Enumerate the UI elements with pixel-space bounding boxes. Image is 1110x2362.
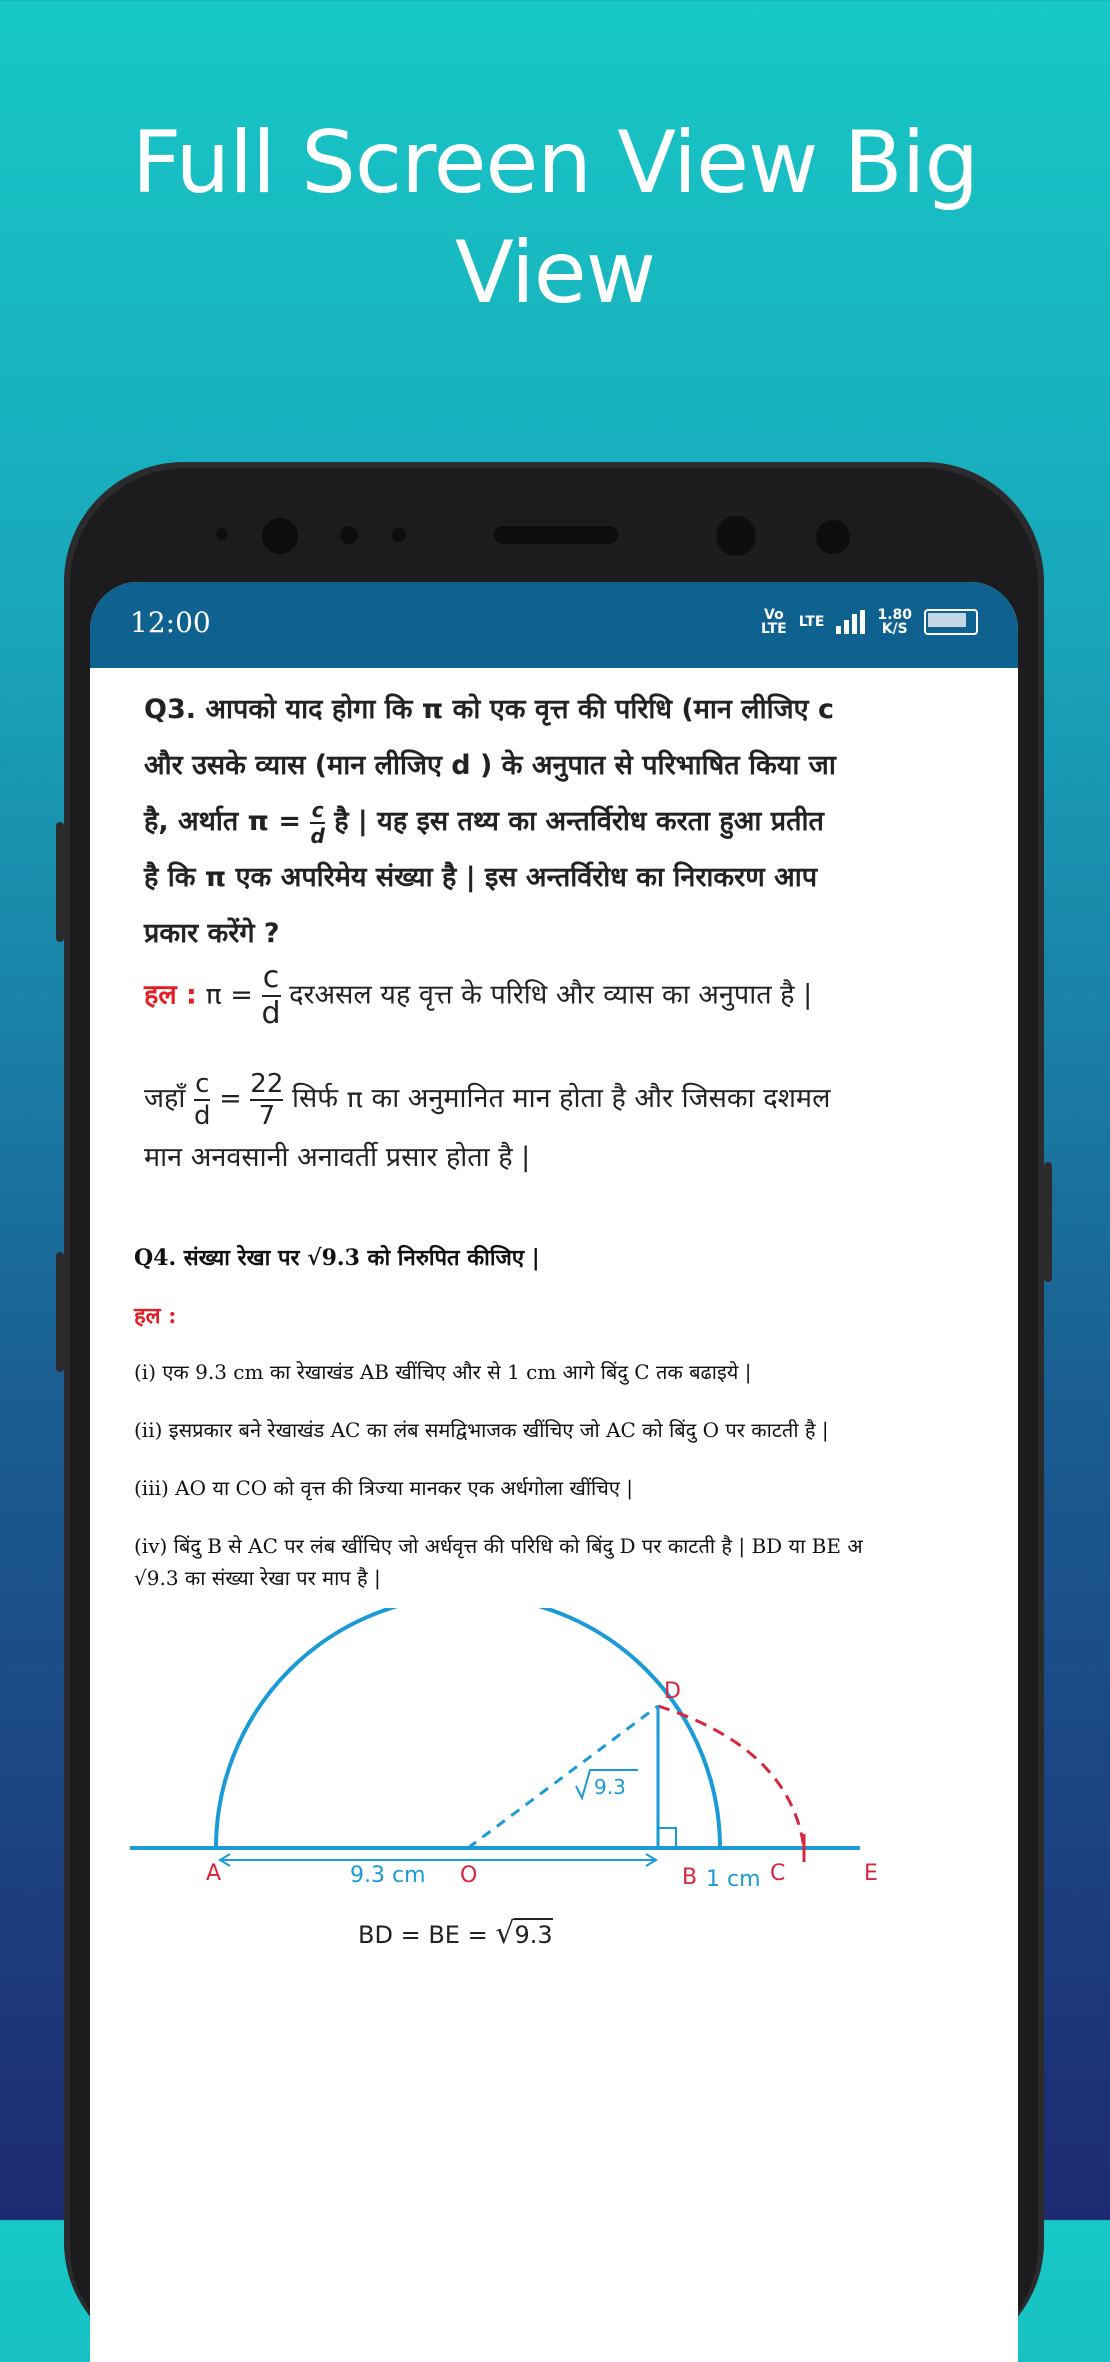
solution-line-1 <box>144 960 813 1031</box>
q3-line: प्रकार करेंगे ? <box>144 918 280 949</box>
q3-line: है कि π एक अपरिमेय संख्या है | इस अन्तर्विरोध का निराकरण आप <box>144 862 818 893</box>
equation-root-value: 9.3 <box>514 1918 552 1949</box>
q4-solution-label: हल : <box>134 1303 177 1329</box>
signal-icon <box>836 610 865 634</box>
fraction-numerator: c <box>195 1068 210 1099</box>
solution-label: हल : <box>144 979 197 1011</box>
status-icons <box>761 608 978 636</box>
volte-top: Vo <box>764 607 784 623</box>
solution-text: सिर्फ π का अनुमानित मान होता है और जिसका दशमल <box>291 1083 831 1114</box>
label-d: D <box>664 1679 681 1704</box>
phone-frame <box>64 462 1044 2362</box>
fraction-denominator: 7 <box>258 1100 276 1131</box>
phone-screen <box>90 582 1018 2362</box>
volume-button <box>56 822 64 942</box>
root-value: 9.3 <box>594 1775 626 1799</box>
headline-line-2: View <box>454 223 656 323</box>
fraction <box>310 797 325 848</box>
fraction-denominator: d <box>193 1100 211 1131</box>
earpiece-speaker <box>494 526 618 544</box>
status-bar <box>90 582 1018 668</box>
fraction-denominator: d <box>261 996 281 1031</box>
right-angle-mark <box>658 1828 676 1848</box>
sensor-camera-icon <box>816 520 850 554</box>
q4-step-2: (ii) इसप्रकार बने रेखाखंड AC का लंब समद्विभाजक खींचिए जो AC को बिंदु O पर काटती है | <box>134 1418 829 1442</box>
label-b: B <box>682 1865 698 1890</box>
sensor-dot <box>392 528 406 542</box>
label-e: E <box>864 1861 878 1886</box>
length-ab-label: 9.3 cm <box>350 1863 426 1888</box>
equals-sign: = <box>219 1083 242 1114</box>
q4-step-3: (iii) AO या CO को वृत्त की त्रिज्या मानकर एक अर्धगोला खींचिए | <box>134 1476 634 1500</box>
fraction <box>193 1068 211 1131</box>
solution-line-2 <box>144 1070 830 1187</box>
question-4-title: Q4. संख्या रेखा पर √9.3 को निरुपित कीजिए | <box>134 1245 540 1271</box>
label-a: A <box>206 1861 222 1886</box>
power-button-left <box>56 1252 64 1372</box>
lte-label: LTE <box>798 614 825 630</box>
dashed-arc-de <box>658 1706 804 1848</box>
root-sign: √ <box>495 1916 515 1951</box>
solution-text: दरअसल यह वृत्त के परिधि और व्यास का अनुपात है | <box>289 979 813 1011</box>
length-bc-label: 1 cm <box>706 1867 761 1892</box>
equation-bd-be <box>358 1916 553 1951</box>
q3-line: और उसके व्यास (मान लीजिए d ) के अनुपात से परिभाषित किया जा <box>144 750 836 781</box>
fraction-numerator: 22 <box>250 1068 284 1099</box>
q3-text: है | यह इस तथ्य का अन्तर्विरोध करता हुआ प्रतीत <box>334 806 824 837</box>
sensor-dot <box>216 528 228 540</box>
solution-pi: π = <box>205 979 253 1011</box>
solution-text: मान अनवसानी अनावर्ती प्रसार होता है | <box>144 1141 531 1173</box>
battery-icon <box>924 609 978 635</box>
fraction <box>250 1068 284 1131</box>
sensor-camera-icon <box>716 516 756 556</box>
label-c: C <box>770 1861 786 1886</box>
headline-line-1: Full Screen View Big <box>131 113 979 213</box>
q3-line: Q3. आपको याद होगा कि π को एक वृत्त की परिधि (मान लीजिए c <box>144 694 834 725</box>
side-button-right <box>1044 1162 1052 1282</box>
volte-icon <box>761 608 787 636</box>
q4-step-4: (iv) बिंदु B से AC पर लंब खींचिए जो अर्धवृत्त की परिधि को बिंदु D पर काटती है | BD या BE अ <box>134 1534 863 1558</box>
q3-text: है, अर्थात π = <box>144 806 302 837</box>
fraction <box>261 960 281 1031</box>
network-speed <box>877 608 912 636</box>
speed-value: 1.80 <box>877 607 912 623</box>
label-o: O <box>460 1863 478 1888</box>
fraction-numerator: c <box>262 960 280 995</box>
question-3 <box>144 682 1018 962</box>
promo-headline <box>0 108 1110 328</box>
solution-text: जहाँ <box>144 1083 186 1114</box>
document-view[interactable] <box>90 668 1018 2362</box>
fraction-numerator: c <box>311 797 324 822</box>
semicircle-arc <box>216 1608 720 1848</box>
q4-step-4-cont: √9.3 का संख्या रेखा पर माप है | <box>134 1566 381 1590</box>
speed-unit: K/S <box>881 621 908 637</box>
status-time: 12:00 <box>130 606 211 639</box>
radius-od <box>468 1706 658 1848</box>
volte-bottom: LTE <box>761 621 787 637</box>
front-camera-icon <box>262 518 298 554</box>
number-line-diagram <box>130 1608 930 1918</box>
fraction-denominator: d <box>310 823 325 848</box>
sensor-dot <box>340 526 358 544</box>
q4-step-1: (i) एक 9.3 cm का रेखाखंड AB खींचिए और से 1 cm आगे बिंदु C तक बढाइये | <box>134 1360 752 1384</box>
q3-line <box>144 794 1018 850</box>
equation-lhs: BD = BE = <box>358 1921 496 1949</box>
